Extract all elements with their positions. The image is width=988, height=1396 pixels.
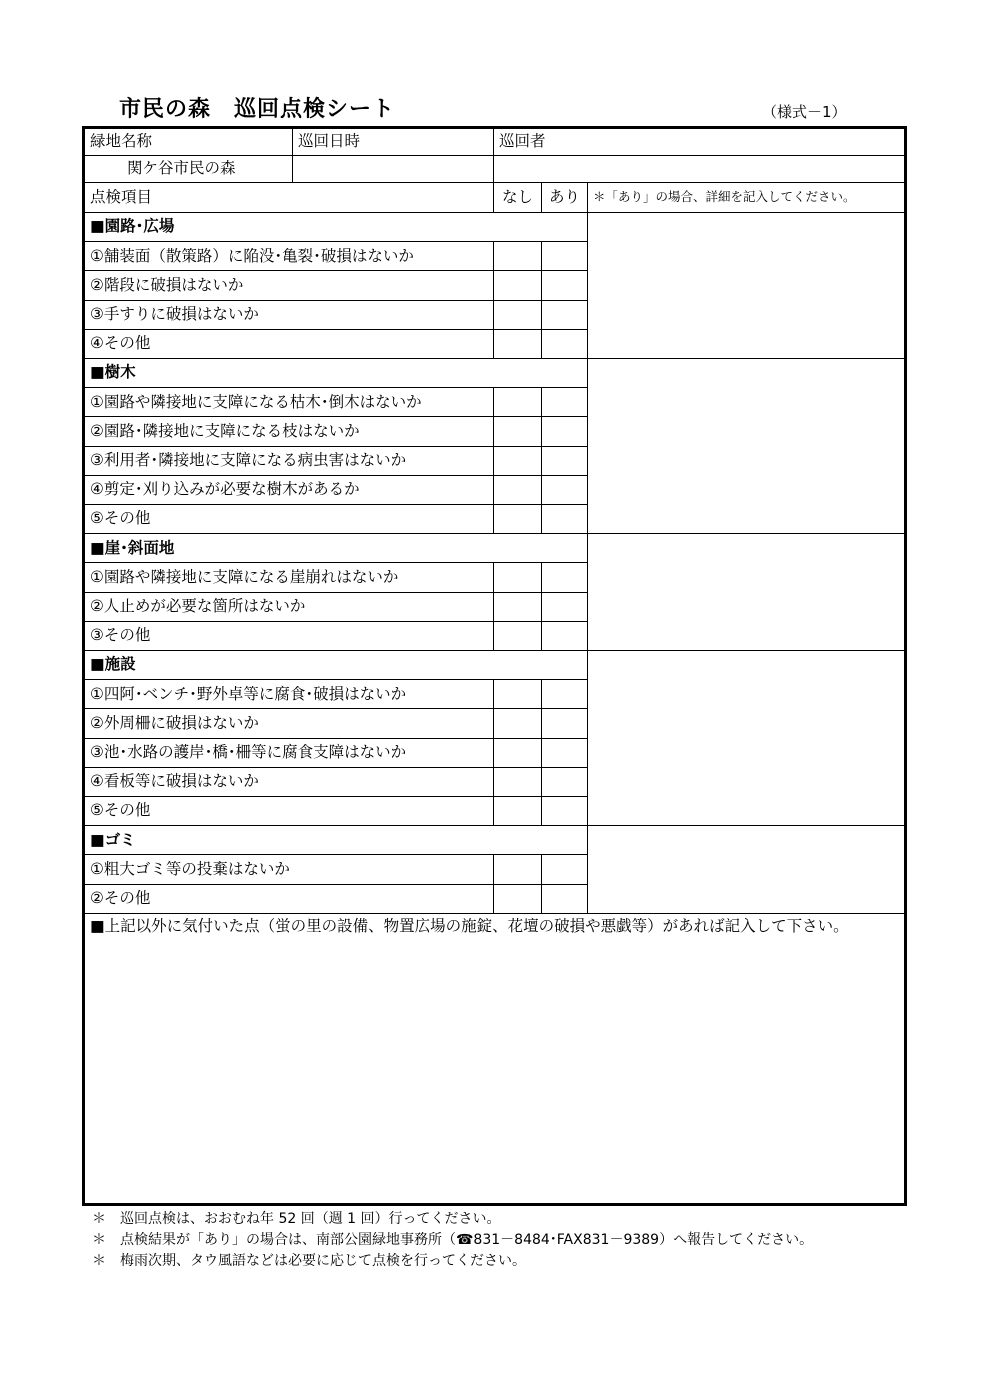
inspection-item: ①舗装面（散策路）に陥没･亀裂･破損はないか bbox=[85, 242, 494, 271]
patrol-date-value[interactable] bbox=[293, 156, 494, 183]
present-checkbox[interactable] bbox=[542, 709, 588, 738]
green-area-label: 緑地名称 bbox=[85, 129, 293, 156]
section-heading: ■ゴミ bbox=[85, 826, 588, 855]
none-checkbox[interactable] bbox=[494, 388, 542, 417]
section-heading: ■園路･広場 bbox=[85, 213, 588, 242]
patroller-label: 巡回者 bbox=[494, 129, 904, 156]
footnote: ＊ 梅雨次期、タウ風語などは必要に応じて点検を行ってください。 bbox=[92, 1253, 526, 1269]
footnote: ＊ 巡回点検は、おおむね年 52 回（週 1 回）行ってください。 bbox=[92, 1211, 501, 1227]
inspection-item: ③池･水路の護岸･橋･柵等に腐食支障はないか bbox=[85, 739, 494, 768]
present-checkbox[interactable] bbox=[542, 885, 588, 914]
none-checkbox[interactable] bbox=[494, 622, 542, 651]
none-checkbox[interactable] bbox=[494, 476, 542, 505]
inspection-item: ③手すりに破損はないか bbox=[85, 301, 494, 330]
inspection-item: ②階段に破損はないか bbox=[85, 271, 494, 300]
none-checkbox[interactable] bbox=[494, 680, 542, 709]
none-checkbox[interactable] bbox=[494, 885, 542, 914]
none-checkbox[interactable] bbox=[494, 563, 542, 592]
present-checkbox[interactable] bbox=[542, 622, 588, 651]
section-heading: ■樹木 bbox=[85, 359, 588, 388]
none-checkbox[interactable] bbox=[494, 593, 542, 622]
none-checkbox[interactable] bbox=[494, 242, 542, 271]
present-checkbox[interactable] bbox=[542, 680, 588, 709]
inspection-item: ①四阿･ベンチ･野外卓等に腐食･破損はないか bbox=[85, 680, 494, 709]
inspection-item: ③その他 bbox=[85, 622, 494, 651]
present-checkbox[interactable] bbox=[542, 417, 588, 446]
present-checkbox[interactable] bbox=[542, 768, 588, 797]
section-heading: ■施設 bbox=[85, 651, 588, 680]
form-number: （様式－1） bbox=[762, 103, 847, 121]
inspection-sheet bbox=[82, 126, 907, 1206]
detail-note-header: ＊「あり」の場合、詳細を記入してください。 bbox=[588, 183, 904, 213]
inspection-item: ②園路･隣接地に支障になる枝はないか bbox=[85, 417, 494, 446]
none-checkbox[interactable] bbox=[494, 797, 542, 826]
remarks-label: ■上記以外に気付いた点（蛍の里の設備、物置広場の施錠、花壇の破損や悪戯等）があれば記入して下さい。 bbox=[90, 917, 849, 935]
none-checkbox[interactable] bbox=[494, 301, 542, 330]
present-checkbox[interactable] bbox=[542, 797, 588, 826]
detail-input[interactable] bbox=[588, 651, 904, 826]
none-checkbox[interactable] bbox=[494, 768, 542, 797]
none-checkbox[interactable] bbox=[494, 447, 542, 476]
inspection-item: ④その他 bbox=[85, 330, 494, 359]
present-checkbox[interactable] bbox=[542, 505, 588, 534]
present-checkbox[interactable] bbox=[542, 855, 588, 884]
none-checkbox[interactable] bbox=[494, 330, 542, 359]
footnote: ＊ 点検結果が「あり」の場合は、南部公園緑地事務所（☎831－8484･FAX831－9389）へ報告してください。 bbox=[92, 1232, 814, 1248]
present-column-header: あり bbox=[542, 183, 588, 213]
inspection-item: ②その他 bbox=[85, 885, 494, 914]
section-heading: ■崖･斜面地 bbox=[85, 534, 588, 563]
patroller-value[interactable] bbox=[494, 156, 904, 183]
present-checkbox[interactable] bbox=[542, 242, 588, 271]
detail-input[interactable] bbox=[588, 826, 904, 914]
inspection-item: ②人止めが必要な箇所はないか bbox=[85, 593, 494, 622]
none-checkbox[interactable] bbox=[494, 739, 542, 768]
present-checkbox[interactable] bbox=[542, 388, 588, 417]
inspection-item: ①園路や隣接地に支障になる崖崩れはないか bbox=[85, 563, 494, 592]
present-checkbox[interactable] bbox=[542, 271, 588, 300]
none-checkbox[interactable] bbox=[494, 417, 542, 446]
green-area-value[interactable]: 関ケ谷市民の森 bbox=[85, 156, 293, 183]
present-checkbox[interactable] bbox=[542, 563, 588, 592]
none-checkbox[interactable] bbox=[494, 855, 542, 884]
inspection-item: ①園路や隣接地に支障になる枯木･倒木はないか bbox=[85, 388, 494, 417]
inspection-item: ⑤その他 bbox=[85, 797, 494, 826]
inspection-item: ⑤その他 bbox=[85, 505, 494, 534]
inspection-item: ①粗大ゴミ等の投棄はないか bbox=[85, 855, 494, 884]
footnotes bbox=[92, 1209, 813, 1272]
sheet-title: 市民の森 巡回点検シート bbox=[119, 97, 396, 122]
inspection-item: ④剪定･刈り込みが必要な樹木があるか bbox=[85, 476, 494, 505]
present-checkbox[interactable] bbox=[542, 476, 588, 505]
present-checkbox[interactable] bbox=[542, 301, 588, 330]
none-column-header: なし bbox=[494, 183, 542, 213]
detail-input[interactable] bbox=[588, 359, 904, 534]
present-checkbox[interactable] bbox=[542, 739, 588, 768]
detail-input[interactable] bbox=[588, 213, 904, 359]
present-checkbox[interactable] bbox=[542, 593, 588, 622]
none-checkbox[interactable] bbox=[494, 505, 542, 534]
present-checkbox[interactable] bbox=[542, 330, 588, 359]
inspection-item: ③利用者･隣接地に支障になる病虫害はないか bbox=[85, 447, 494, 476]
none-checkbox[interactable] bbox=[494, 709, 542, 738]
detail-input[interactable] bbox=[588, 534, 904, 651]
inspection-item: ②外周柵に破損はないか bbox=[85, 709, 494, 738]
present-checkbox[interactable] bbox=[542, 447, 588, 476]
none-checkbox[interactable] bbox=[494, 271, 542, 300]
patrol-date-label: 巡回日時 bbox=[293, 129, 494, 156]
remarks-area[interactable] bbox=[85, 911, 904, 1203]
inspection-item: ④看板等に破損はないか bbox=[85, 768, 494, 797]
inspection-item-header: 点検項目 bbox=[85, 183, 494, 213]
